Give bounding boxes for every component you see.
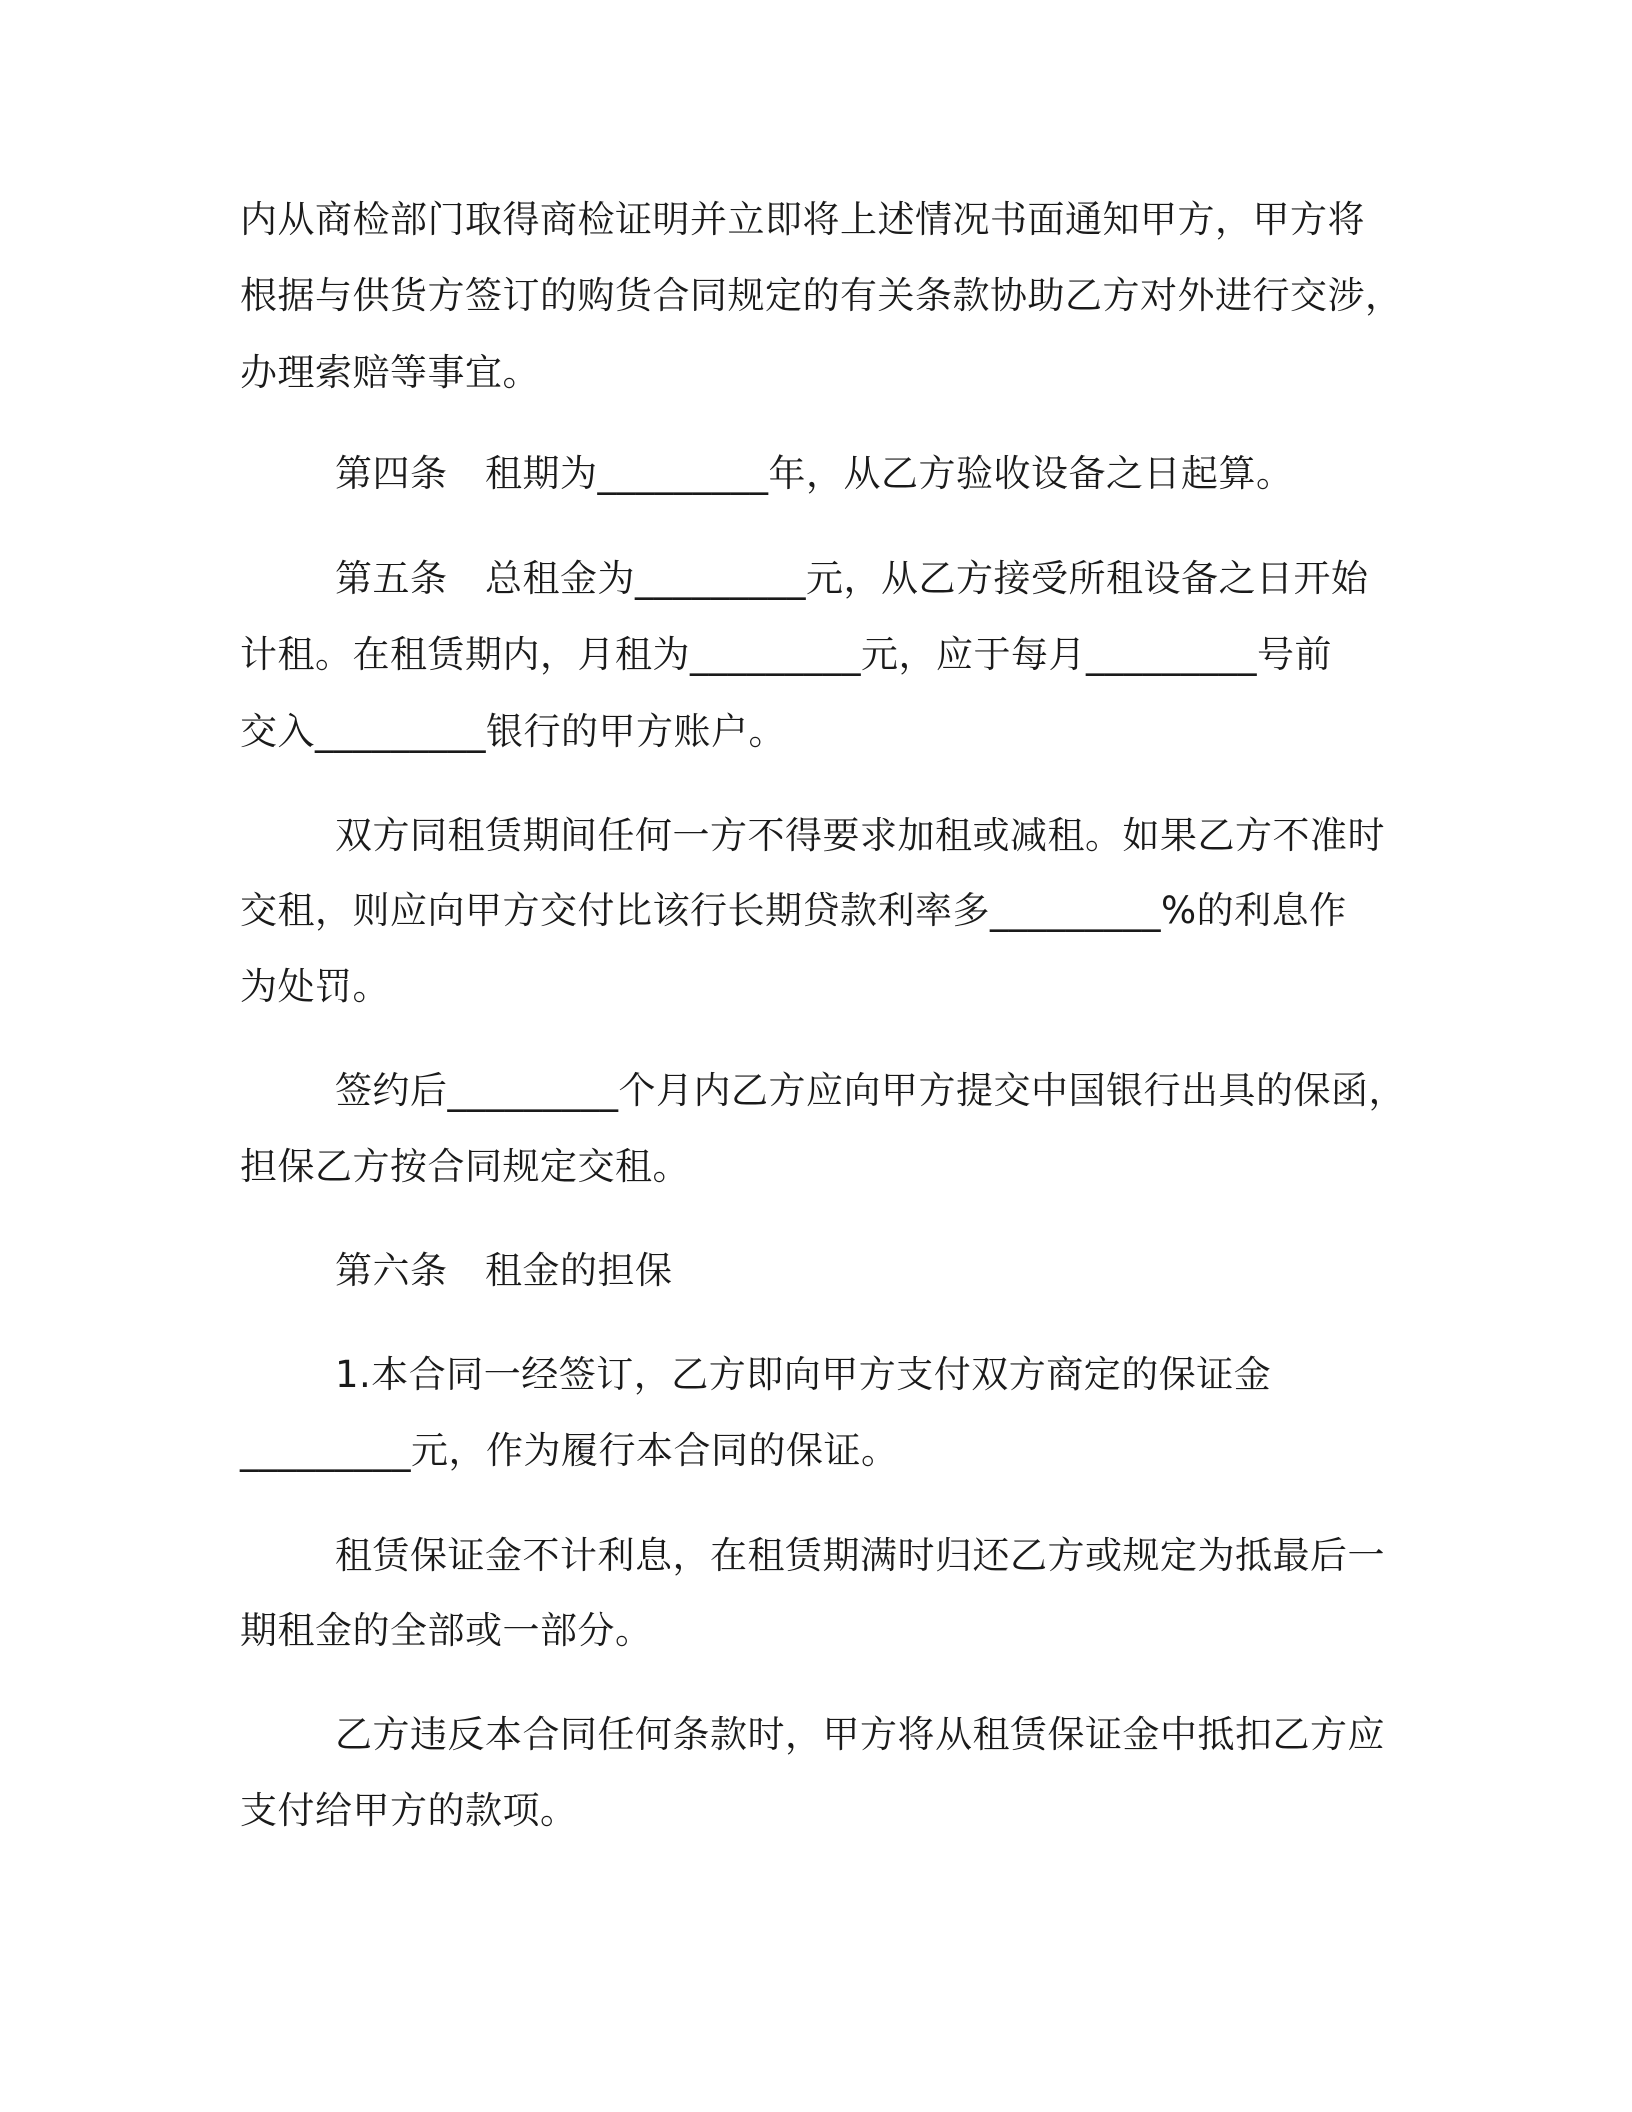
text-line: 支付给甲方的款项。	[240, 1789, 578, 1832]
text-line: 根据与供货方签订的购货合同规定的有关条款协助乙方对外进行交涉，	[240, 274, 1403, 317]
text-line: 为处罚。	[240, 965, 390, 1008]
text-line: 办理索赔等事宜。	[240, 351, 540, 394]
paragraph-start: 双方同租赁期间任何一方不得要求加租或减租。如果乙方不准时	[335, 814, 1385, 857]
article-4-heading: 第四条 租期为_________年，从乙方验收设备之日起算。	[335, 452, 1294, 495]
text-line: 内从商检部门取得商检证明并立即将上述情况书面通知甲方，甲方将	[240, 198, 1365, 241]
paragraph-start: 1.本合同一经签订，乙方即向甲方支付双方商定的保证金	[335, 1353, 1272, 1396]
text-line: 交入_________银行的甲方账户。	[240, 710, 786, 753]
paragraph-start: 签约后_________个月内乙方应向甲方提交中国银行出具的保函，	[335, 1069, 1406, 1112]
text-line: 交租，则应向甲方交付比该行长期贷款利率多_________%的利息作	[240, 889, 1347, 932]
text-line: 担保乙方按合同规定交租。	[240, 1145, 690, 1188]
paragraph-start: 租赁保证金不计利息，在租赁期满时归还乙方或规定为抵最后一	[335, 1534, 1385, 1577]
text-line: 计租。在租赁期内，月租为_________元，应于每月_________号前	[240, 633, 1332, 676]
text-line: 期租金的全部或一部分。	[240, 1609, 653, 1652]
text-line: _________元，作为履行本合同的保证。	[240, 1429, 899, 1472]
article-6-heading: 第六条 租金的担保	[335, 1249, 673, 1292]
paragraph-start: 乙方违反本合同任何条款时，甲方将从租赁保证金中抵扣乙方应	[335, 1713, 1385, 1756]
article-5-heading: 第五条 总租金为_________元，从乙方接受所租设备之日开始	[335, 557, 1369, 600]
